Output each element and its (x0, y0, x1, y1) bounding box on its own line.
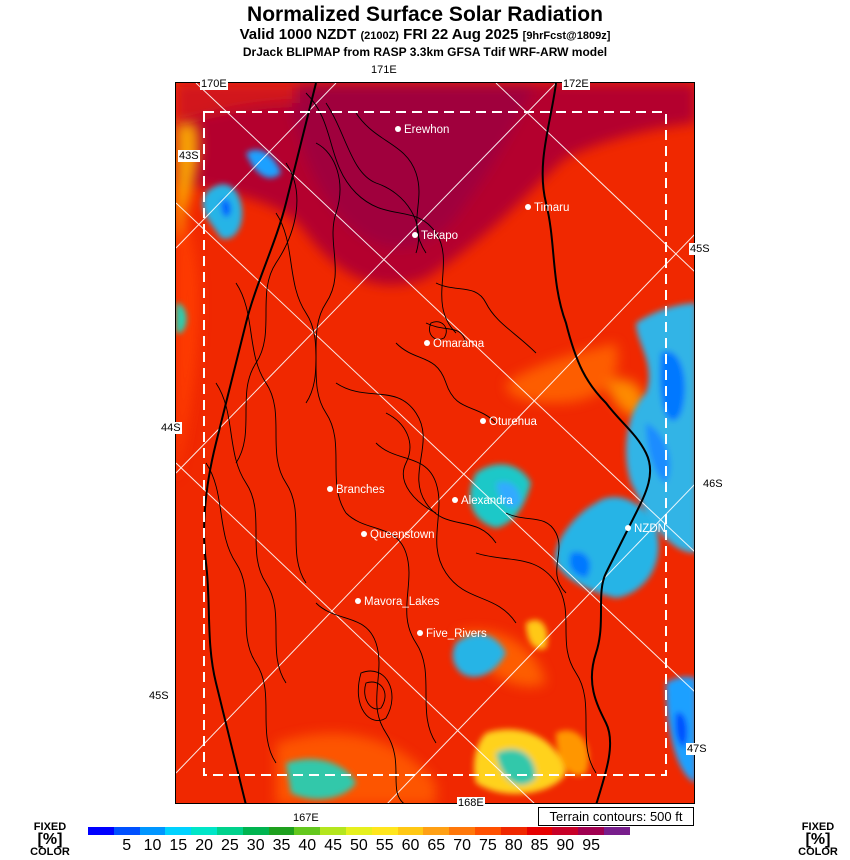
colorbar-tick-label: 20 (195, 837, 213, 854)
pct-right-label: [%] (805, 831, 831, 848)
lon-label-171e: 171E (371, 64, 397, 76)
place-label-erewhon: Erewhon (404, 124, 450, 136)
colorbar-swatch (372, 827, 398, 835)
colorbar-swatch (475, 827, 501, 835)
colorbar-tick-label: 5 (122, 837, 132, 854)
colorbar (88, 827, 630, 835)
fixed-left-label: FIXED (33, 821, 67, 833)
place-label-queenstown: Queenstown (370, 529, 435, 541)
terrain-contour-note: Terrain contours: 500 ft (538, 807, 694, 826)
colorbar-tick-label: 65 (427, 837, 446, 854)
colorbar-swatch (269, 827, 295, 835)
colorbar-swatch (423, 827, 449, 835)
colorbar-tick-label: 40 (298, 837, 317, 854)
place-label-omarama: Omarama (433, 338, 485, 350)
colorbar-tick-label: 35 (272, 837, 291, 854)
valid-time-line (0, 26, 850, 43)
colorbar-swatch (346, 827, 372, 835)
model-subtitle: DrJack BLIPMAP from RASP 3.3km GFSA Tdif WRF-ARW model (242, 45, 608, 59)
colorbar-tick-label: 85 (530, 837, 549, 854)
pct-left-label: [%] (37, 831, 63, 848)
legend-fixed-right (796, 822, 840, 858)
lon-label-172e: 172E (563, 78, 589, 90)
colorbar-tick-label: 15 (169, 837, 188, 854)
colorbar-tick-label: 60 (401, 837, 420, 854)
colorbar-swatch (294, 827, 320, 835)
marker-mavora-lakes (355, 598, 361, 604)
colorbar-swatch (165, 827, 191, 835)
place-label-alexandra: Alexandra (461, 495, 513, 507)
marker-alexandra (452, 497, 458, 503)
colorbar-tick-label: 50 (349, 837, 368, 854)
colorbar-tick-label: 25 (220, 837, 239, 854)
place-label-mavora-lakes: Mavora_Lakes (364, 596, 440, 608)
colorbar-labels (88, 837, 783, 855)
fixed-right-label: FIXED (801, 821, 835, 833)
colorbar-tick-label: 75 (478, 837, 497, 854)
map-canvas (176, 83, 695, 804)
place-label-nzdn: NZDN (634, 523, 666, 535)
marker-branches (327, 486, 333, 492)
marker-timaru (525, 204, 531, 210)
lat-label-45s-right: 45S (690, 243, 710, 255)
colorbar-tick-label: 90 (556, 837, 575, 854)
lat-label-46s: 46S (703, 478, 723, 490)
lat-label-43s: 43S (179, 150, 199, 162)
solar-radiation-map (175, 82, 695, 804)
marker-tekapo (412, 232, 418, 238)
lon-label-168e: 168E (458, 797, 484, 809)
marker-five-rivers (417, 630, 423, 636)
colorbar-tick-label: 95 (582, 837, 600, 854)
colorbar-swatch (217, 827, 243, 835)
marker-nzdn (625, 525, 631, 531)
colorbar-tick-label: 70 (453, 837, 471, 854)
marker-queenstown (361, 531, 367, 537)
marker-oturehua (480, 418, 486, 424)
lat-label-47s: 47S (687, 743, 707, 755)
colorbar-swatch (552, 827, 578, 835)
map-title: Normalized Surface Solar Radiation (247, 3, 603, 26)
place-label-branches: Branches (336, 484, 385, 496)
colorbar-swatch (578, 827, 604, 835)
colorbar-swatch (88, 827, 114, 835)
legend-fixed-left (28, 822, 72, 858)
colorbar-swatch (398, 827, 424, 835)
colorbar-swatch (604, 827, 630, 835)
place-label-oturehua: Oturehua (489, 416, 537, 428)
colorbar-tick-label: 80 (504, 837, 523, 854)
color-left-label: COLOR (30, 846, 70, 858)
lat-label-45s-left: 45S (149, 690, 169, 702)
place-label-tekapo: Tekapo (421, 230, 459, 242)
colorbar-swatch (527, 827, 553, 835)
lon-label-167e: 167E (293, 812, 319, 824)
colorbar-tick-label: 45 (324, 837, 342, 854)
colorbar-swatch (114, 827, 140, 835)
forecast-info: [9hrFcst@1809z] (522, 30, 611, 42)
colorbar-swatch (243, 827, 269, 835)
colorbar-tick-label: 10 (143, 837, 162, 854)
place-label-five-rivers: Five_Rivers (426, 628, 487, 640)
colorbar-swatch (191, 827, 217, 835)
valid-main: Valid 1000 NZDT (239, 26, 357, 43)
colorbar-swatch (320, 827, 346, 835)
lat-label-44s: 44S (161, 422, 181, 434)
place-label-timaru: Timaru (534, 202, 570, 214)
valid-date: FRI 22 Aug 2025 (403, 26, 519, 43)
colorbar-swatch (501, 827, 527, 835)
colorbar-swatch (449, 827, 475, 835)
colorbar-tick-label: 30 (246, 837, 265, 854)
colorbar-swatch (140, 827, 166, 835)
marker-omarama (424, 340, 430, 346)
marker-erewhon (395, 126, 401, 132)
colorbar-tick-label: 55 (375, 837, 394, 854)
lon-label-170e: 170E (201, 78, 227, 90)
color-right-label: COLOR (798, 846, 838, 858)
valid-utc: (2100Z) (360, 30, 399, 42)
